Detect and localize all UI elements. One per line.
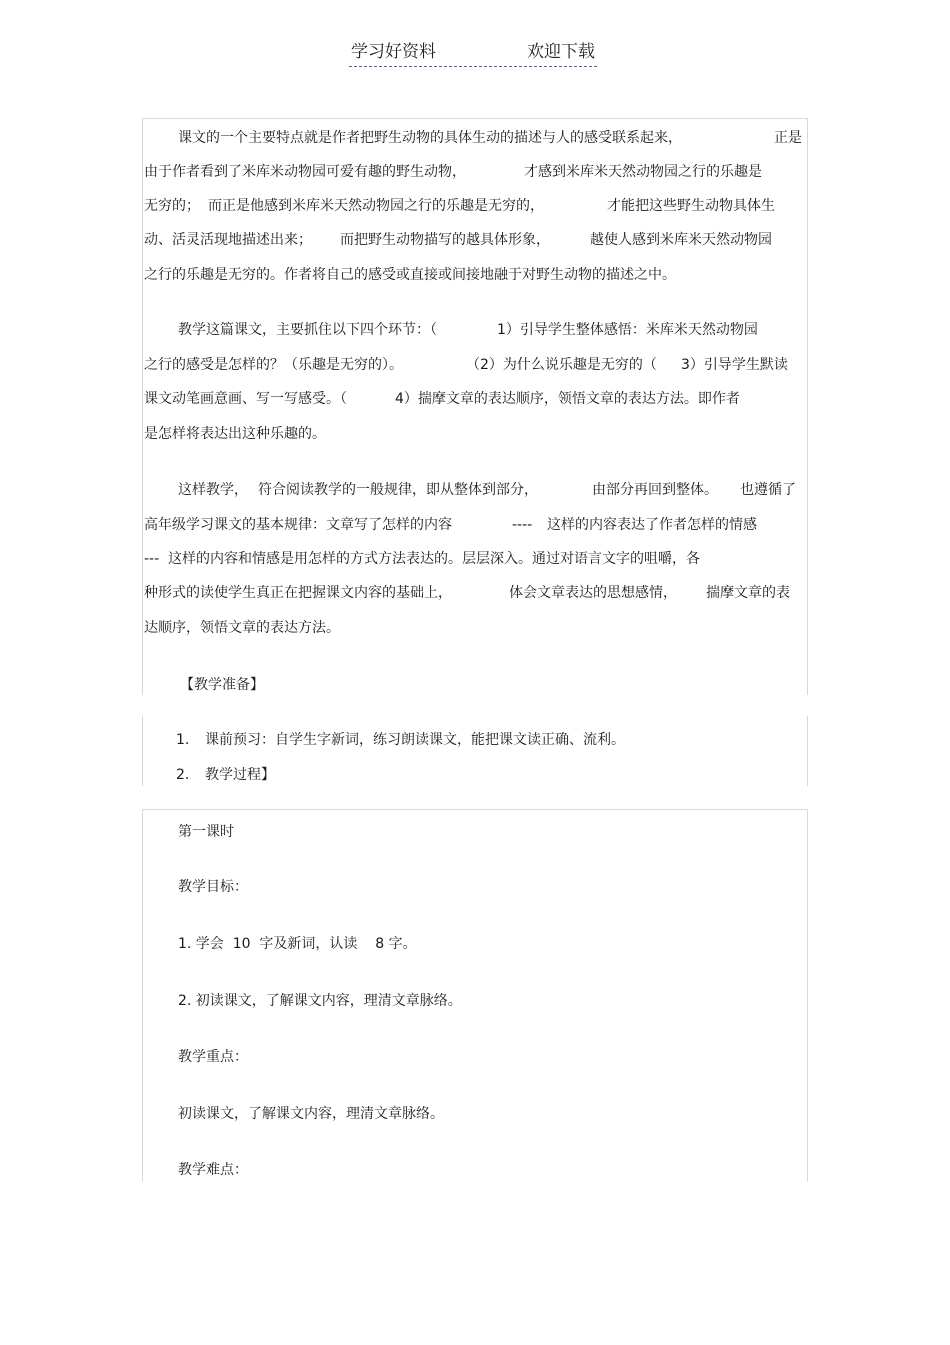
lesson-title: 第一课时 bbox=[178, 824, 234, 840]
p3-line-3-a: --- bbox=[144, 551, 160, 567]
p3-line-2-a: 高年级学习课文的基本规律：文章写了怎样的内容 bbox=[144, 517, 452, 533]
p2-line-2-a: 之行的感受是怎样的？（乐趣是无穷的）。 bbox=[144, 357, 403, 373]
p3-line-2-b: ---- bbox=[512, 517, 533, 533]
list-item-number: 2. bbox=[176, 767, 190, 783]
p1-line-4-a: 动、活灵活现地描述出来； bbox=[144, 232, 312, 248]
goals-heading: 教学目标： bbox=[178, 879, 248, 895]
p3-line-1-d: 也遵循了 bbox=[740, 482, 796, 498]
p3-line-5: 达顺序，领悟文章的表达方法。 bbox=[144, 620, 340, 636]
p2-line-1-b: 1）引导学生整体感悟：米库米天然动物园 bbox=[497, 322, 758, 338]
page-header bbox=[349, 40, 597, 67]
header-right-text: 欢迎下载 bbox=[527, 42, 595, 62]
header-left-text: 学习好资料 bbox=[351, 42, 436, 62]
p3-line-1-a: 这样教学， bbox=[178, 482, 248, 498]
difficult-heading: 教学难点： bbox=[178, 1162, 248, 1178]
list-item-number: 1. bbox=[176, 732, 190, 748]
p1-line-4-b: 而把野生动物描写的越具体形象， bbox=[340, 232, 550, 248]
p3-line-4-b: 体会文章表达的思想感情， bbox=[509, 585, 677, 601]
prep-heading: 【教学准备】 bbox=[180, 677, 264, 693]
p3-line-4-c: 揣摩文章的表 bbox=[706, 585, 790, 601]
key-heading: 教学重点： bbox=[178, 1049, 248, 1065]
goal-2: 2. 初读课文，了解课文内容，理清文章脉络。 bbox=[178, 993, 462, 1009]
p3-line-4-a: 种形式的读使学生真正在把握课文内容的基础上， bbox=[144, 585, 452, 601]
p3-line-1-c: 由部分再回到整体。 bbox=[592, 482, 718, 498]
p1-line-2-a: 由于作者看到了米库米动物园可爱有趣的野生动物， bbox=[144, 164, 466, 180]
p2-line-2-b: （2）为什么说乐趣是无穷的（ bbox=[466, 357, 657, 373]
p3-line-2-c: 这样的内容表达了作者怎样的情感 bbox=[547, 517, 757, 533]
goal-1: 1. 学会 10 字及新词，认读 8 字。 bbox=[178, 936, 417, 952]
p1-line-5: 之行的乐趣是无穷的。作者将自己的感受或直接或间接地融于对野生动物的描述之中。 bbox=[144, 267, 676, 283]
p1-line-1-a: 课文的一个主要特点就是作者把野生动物的具体生动的描述与人的感受联系起来， bbox=[178, 130, 682, 146]
key-text: 初读课文，了解课文内容，理清文章脉络。 bbox=[178, 1106, 444, 1122]
p2-line-2-c: 3）引导学生默读 bbox=[681, 357, 788, 373]
p1-line-1-b: 正是 bbox=[774, 130, 802, 146]
p2-line-3-a: 课文动笔画意画、写一写感受。（ bbox=[144, 391, 347, 407]
p1-line-4-c: 越使人感到米库米天然动物园 bbox=[590, 232, 772, 248]
p2-line-3-b: 4）揣摩文章的表达顺序，领悟文章的表达方法。即作者 bbox=[395, 391, 740, 407]
p2-line-4: 是怎样将表达出这种乐趣的。 bbox=[144, 426, 326, 442]
p3-line-1-b: 符合阅读教学的一般规律，即从整体到部分， bbox=[258, 482, 538, 498]
p1-line-3-a: 无穷的； bbox=[144, 198, 200, 214]
p2-line-1-a: 教学这篇课文，主要抓住以下四个环节：（ bbox=[178, 322, 437, 338]
p1-line-3-b: 而正是他感到米库米天然动物园之行的乐趣是无穷的， bbox=[208, 198, 544, 214]
p1-line-3-c: 才能把这些野生动物具体生 bbox=[607, 198, 775, 214]
p3-line-3-b: 这样的内容和情感是用怎样的方式方法表达的。层层深入。通过对语言文字的咀嚼，各 bbox=[168, 551, 700, 567]
list-item-text: 教学过程】 bbox=[205, 767, 275, 783]
list-item-text: 课前预习：自学生字新词，练习朗读课文，能把课文读正确、流利。 bbox=[205, 732, 625, 748]
p1-line-2-b: 才感到米库米天然动物园之行的乐趣是 bbox=[524, 164, 762, 180]
